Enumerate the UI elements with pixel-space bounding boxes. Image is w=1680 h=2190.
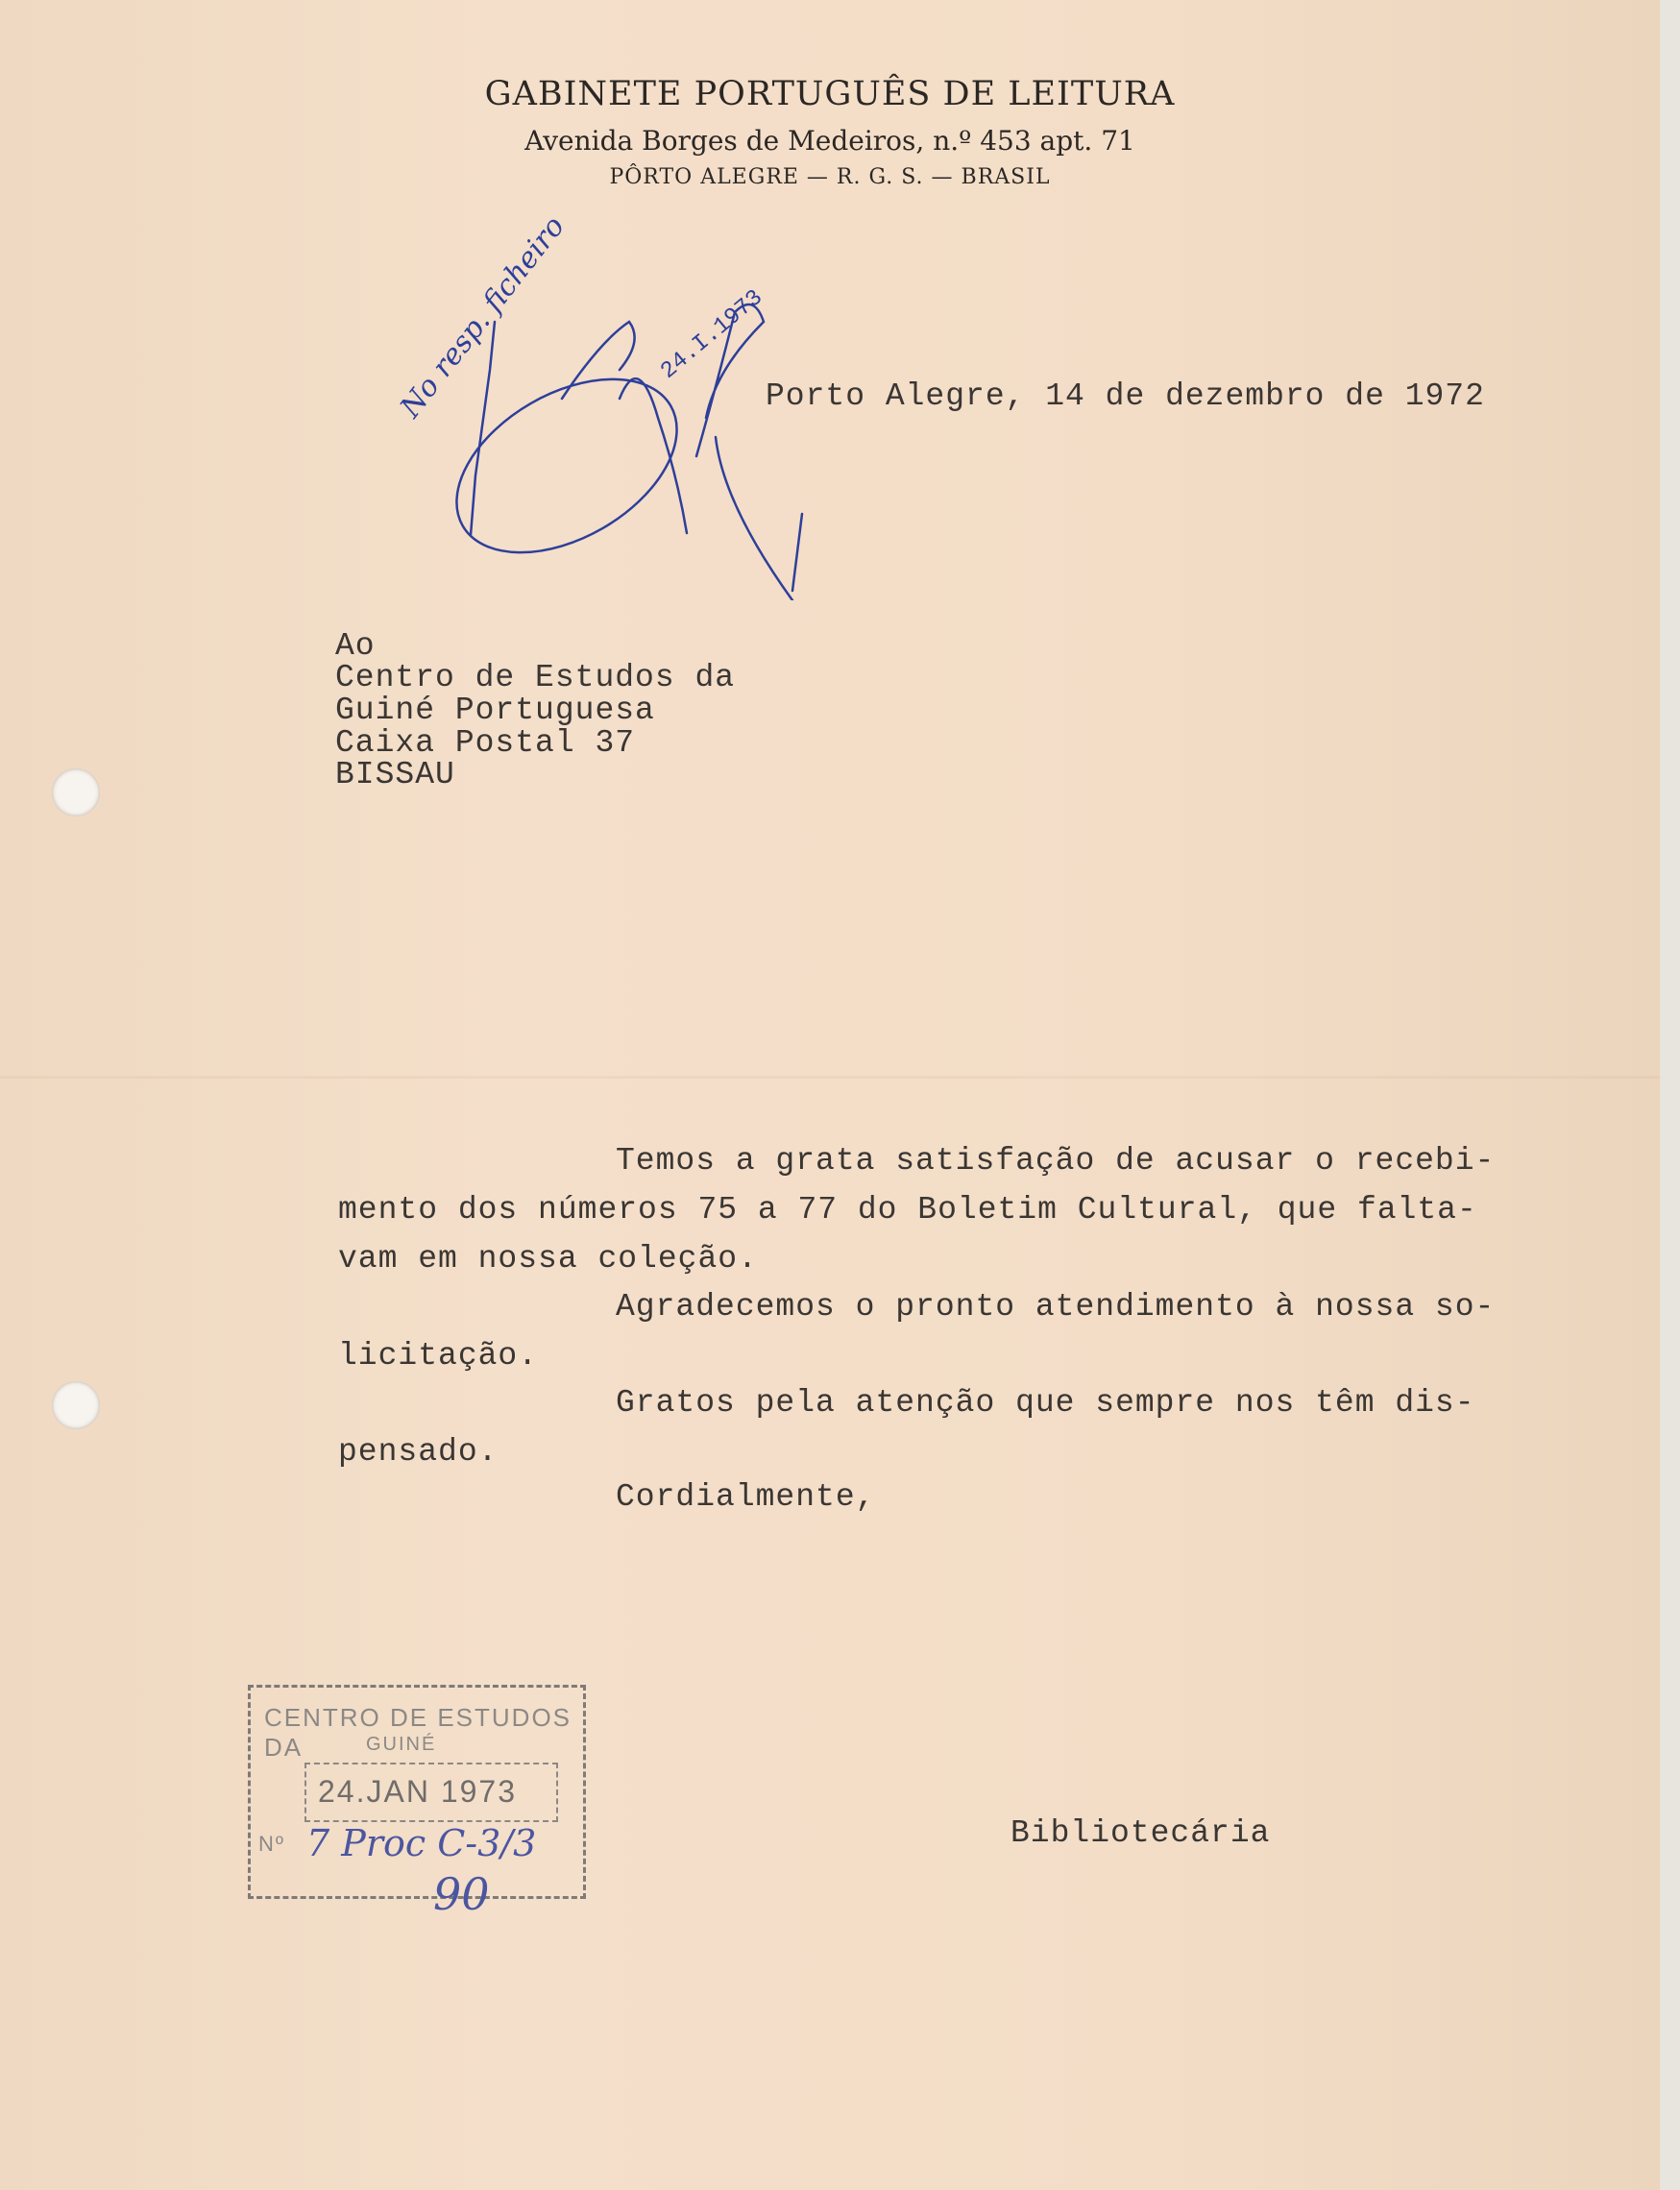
letterhead-name: GABINETE PORTUGUÊS DE LEITURA: [484, 75, 1176, 113]
body-line-3: vam em nossa coleção.: [338, 1241, 758, 1277]
stamp-number-value: 7 Proc C-3/3: [306, 1822, 537, 1864]
stamp-date: 24.JAN 1973: [318, 1774, 518, 1809]
body-line-7: pensado.: [338, 1434, 499, 1470]
stamp-org-line-1: CENTRO DE ESTUDOS DA: [264, 1703, 572, 1762]
stamp-number-label: Nº: [258, 1832, 285, 1856]
date-line: Porto Alegre, 14 de dezembro de 1972: [766, 378, 1485, 414]
handwritten-note-text: No resp. ficheiro: [394, 209, 572, 425]
letterhead-city: PÔRTO ALEGRE — R. G. S. — BRASIL: [609, 165, 1051, 189]
recipient-line-4: Caixa Postal 37: [335, 725, 636, 761]
body-line-2: mento dos números 75 a 77 do Boletim Cultural, que falta-: [338, 1192, 1477, 1228]
body-line-1: Temos a grata satisfação de acusar o recebi-: [616, 1143, 1496, 1179]
stamp-org-line-2: GUINÉ: [366, 1734, 437, 1755]
recipient-line-2: Centro de Estudos da: [335, 660, 736, 695]
scan-edge: [1660, 0, 1680, 2190]
stamp-date-box: [304, 1763, 558, 1822]
closing-line: Cordialmente,: [616, 1479, 876, 1515]
recipient-line-1: Ao: [335, 628, 376, 664]
stamp-extra-number: 90: [433, 1868, 490, 1920]
body-line-4: Agradecemos o pronto atendimento à nossa so-: [616, 1289, 1496, 1325]
handwritten-note-date: 24.I.1973: [656, 284, 768, 385]
body-line-5: licitação.: [338, 1338, 539, 1374]
handwritten-annotation: [394, 209, 850, 600]
signature-title: Bibliotecária: [1010, 1815, 1271, 1851]
body-line-6: Gratos pela atenção que sempre nos têm dis-: [616, 1385, 1475, 1421]
recipient-line-5: BISSAU: [335, 757, 455, 792]
punch-hole-top: [52, 768, 100, 816]
recipient-line-3: Guiné Portuguesa: [335, 693, 655, 728]
receipt-stamp: [248, 1685, 586, 1920]
paper-fold: [0, 1076, 1660, 1079]
letterhead-street: Avenida Borges de Medeiros, n.º 453 apt. 71: [524, 125, 1135, 157]
punch-hole-bottom: [52, 1381, 100, 1429]
